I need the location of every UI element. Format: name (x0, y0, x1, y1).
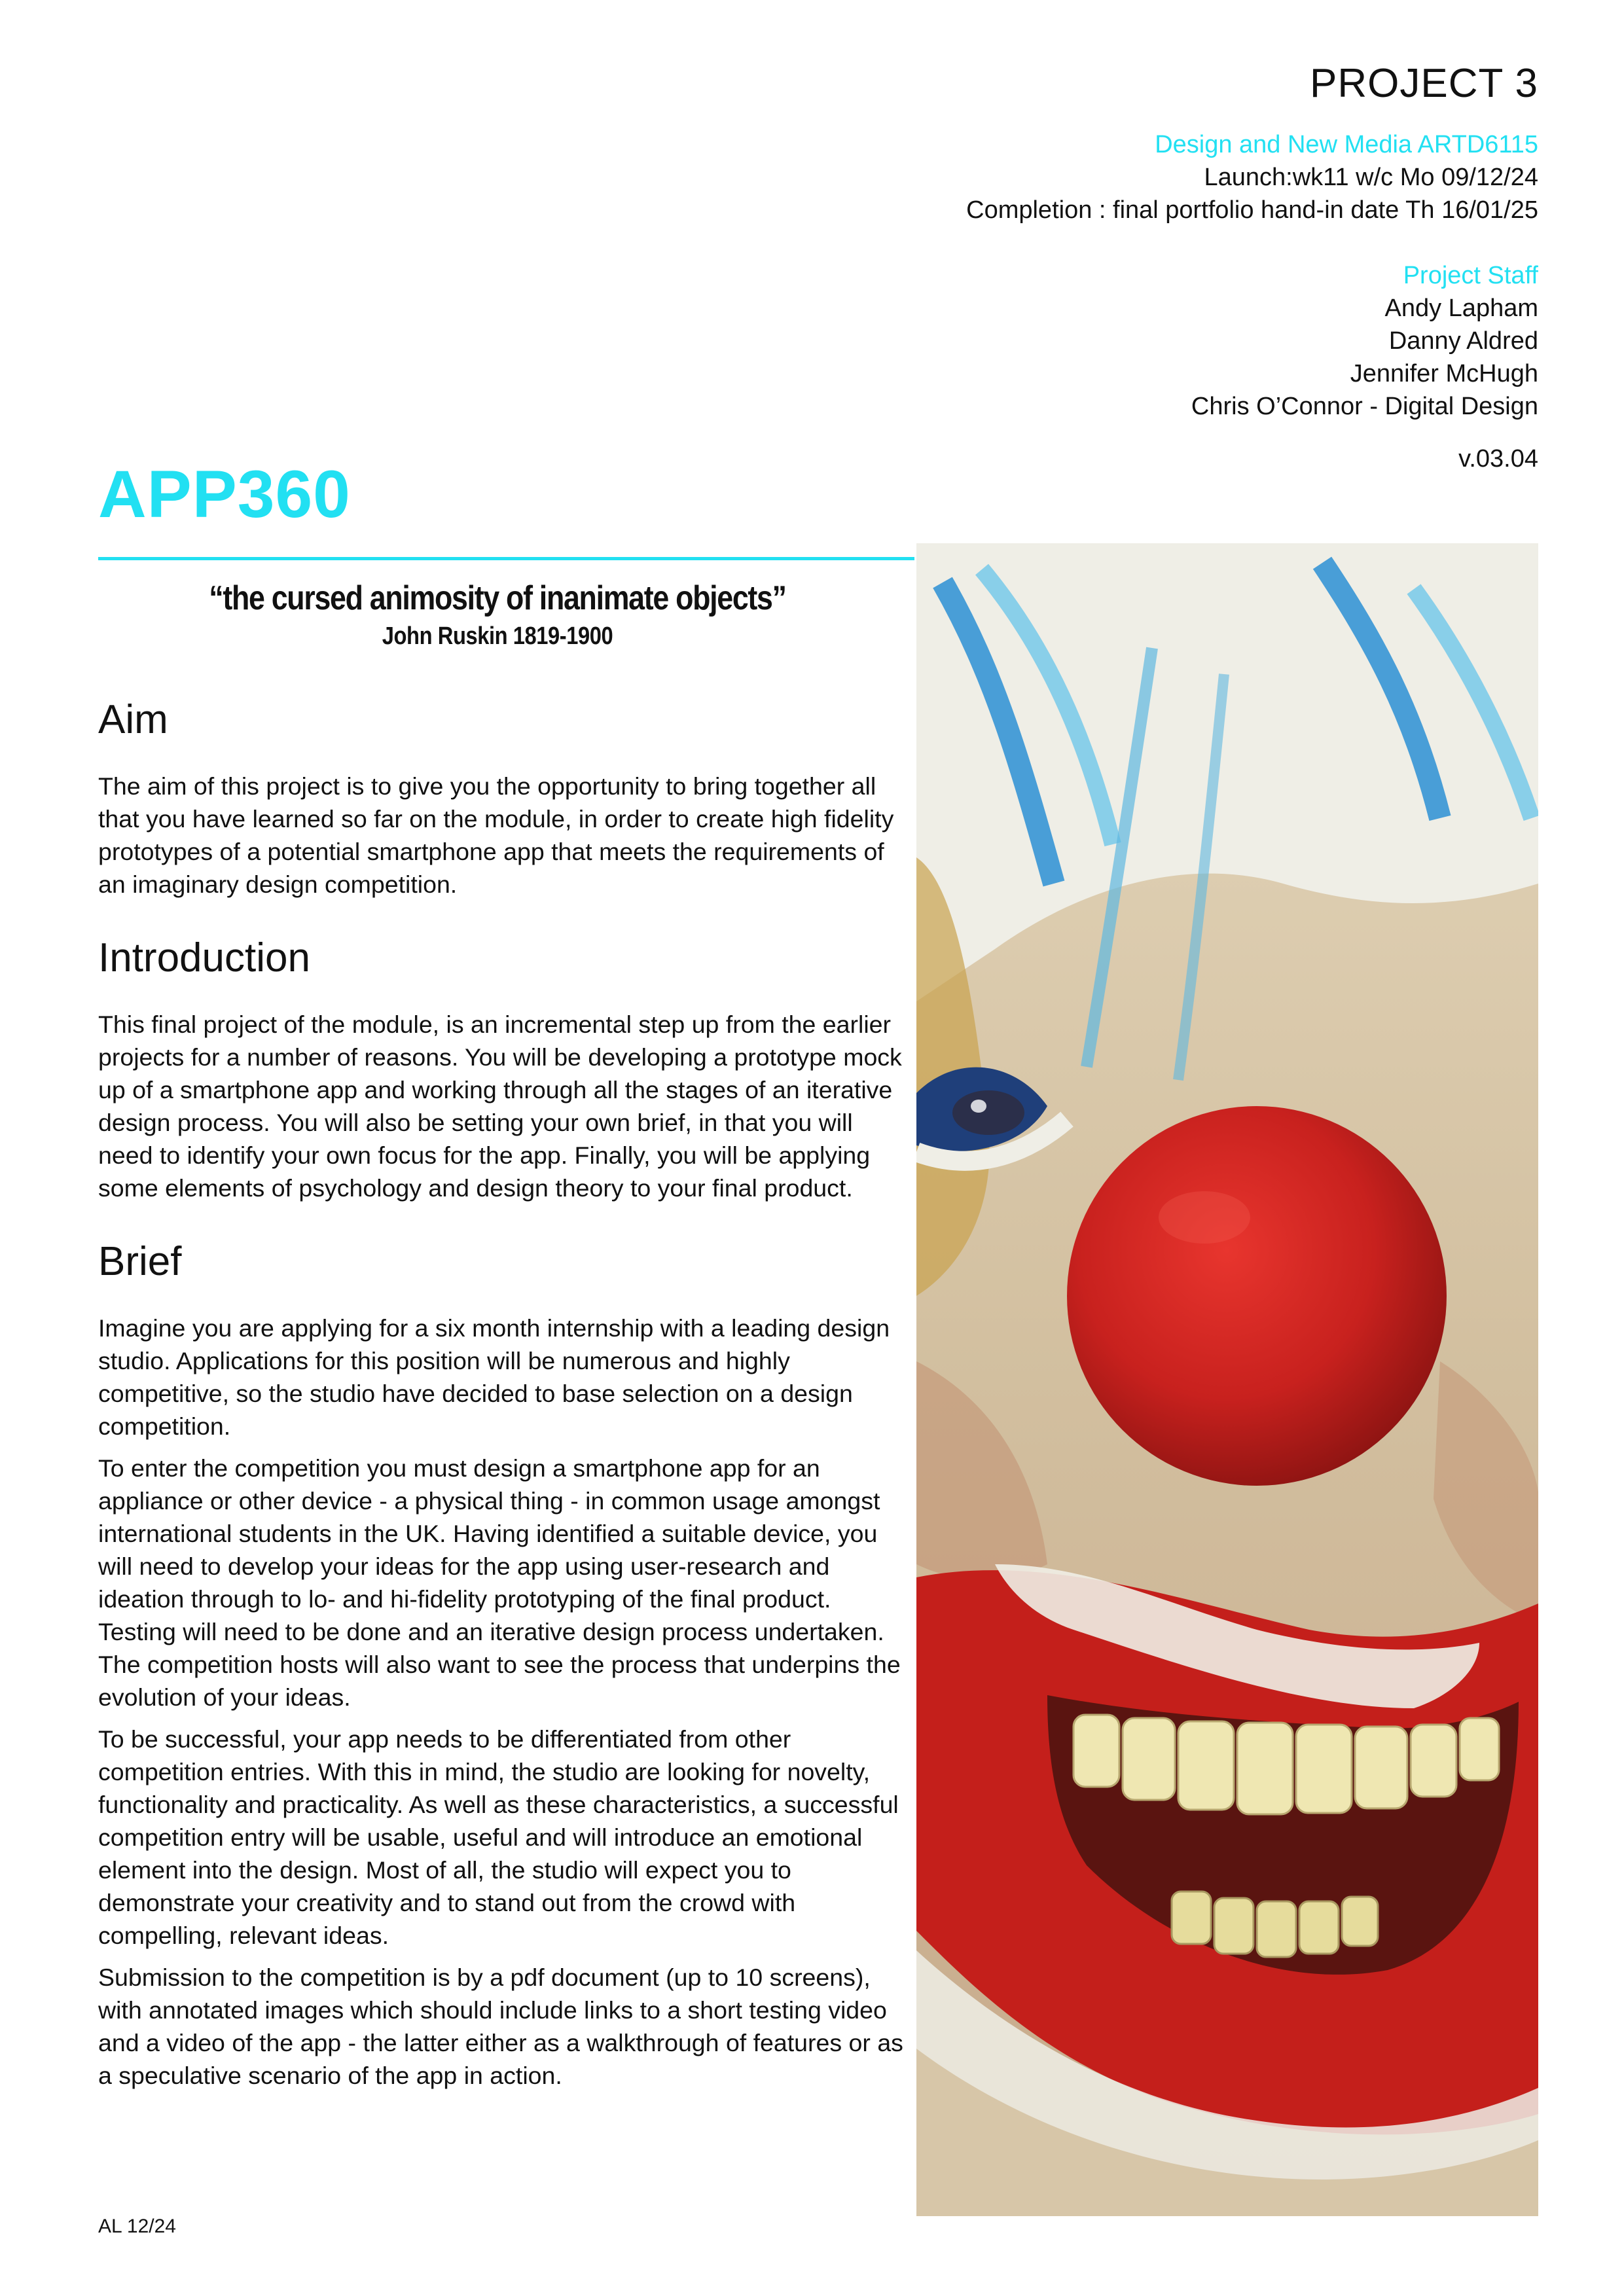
project-number: PROJECT 3 (1310, 61, 1538, 106)
module-meta (966, 128, 1538, 226)
aim-section (98, 695, 903, 901)
staff-member: Andy Lapham (1384, 295, 1538, 322)
brief-paragraph: To enter the competition you must design a smartphone app for an appliance or other device - a physical thing - in common usage amongst international students in the UK. Having identified a suitable device, you will need to develop your ideas for the app using user-research and ideation through to lo- and hi-fidelity prototyping of the final product. Testing will need to be done and an iterative design process undertaken. The competition hosts will also want to see the process that underpins the evolution of your ideas. (98, 1454, 901, 1711)
brief-paragraph: Imagine you are applying for a six month internship with a leading design studio. Applications for this position will be numerous and highly competitive, so the studio have decided to base selection on a design competition. (98, 1314, 890, 1440)
quote-text: “the cursed animosity of inanimate objects” (209, 579, 786, 617)
brief-paragraph: Submission to the competition is by a pdf document (up to 10 screens), with annotated images which should include links to a short testing video and a video of the app - the latter either as a walkthrough of features or as a speculative scenario of the app in action. (98, 1964, 903, 2089)
header-block (966, 58, 1538, 475)
brief-heading: Brief (98, 1239, 182, 1284)
introduction-section (98, 933, 903, 1204)
page-title: APP360 (98, 457, 351, 531)
quote-author: John Ruskin 1819-1900 (382, 622, 613, 650)
staff-member: Chris O’Connor - Digital Design (1191, 393, 1538, 420)
introduction-paragraph: This final project of the module, is an incremental step up from the earlier projects for a number of reasons. You will be developing a prototype mock up of a smartphone app and working through all the stages of an iterative design process. You will also be setting your own brief, in that you will need to identify your own focus for the app. Finally, you will be applying some elements of psychology and design theory to your final product. (98, 1011, 902, 1202)
completion-date: Completion : final portfolio hand-in date Th 16/01/25 (966, 196, 1538, 224)
footer-note: AL 12/24 (98, 2215, 176, 2237)
introduction-heading: Introduction (98, 935, 310, 980)
module-name: Design and New Media ARTD6115 (1155, 131, 1538, 158)
brief-paragraph: To be successful, your app needs to be differentiated from other competition entries. With this in mind, the studio are looking for novelty, functionality and practicality. As well as these characteristics, a successful competition entry will be usable, useful and will introduce an emotional element into the design. Most of all, the studio will expect you to demonstrate your creativity and to stand out from the crowd with compelling, relevant ideas. (98, 1725, 899, 1949)
title-divider (98, 557, 914, 560)
aim-heading: Aim (98, 697, 168, 742)
version-label: v.03.04 (1458, 445, 1538, 473)
staff-member: Danny Aldred (1388, 327, 1538, 355)
clown-photo (916, 543, 1538, 2216)
aim-paragraph: The aim of this project is to give you the opportunity to bring together all that you have learned so far on the module, in order to create high fidelity prototypes of a potential smartphone app that meets the requirements of an imaginary design competition. (98, 772, 894, 898)
staff-member: Jennifer McHugh (1350, 360, 1538, 387)
launch-date: Launch:wk11 w/c Mo 09/12/24 (1204, 164, 1538, 191)
main-content (98, 695, 903, 2125)
quote-block (98, 576, 897, 652)
project-staff (966, 259, 1538, 423)
clown-illustration (916, 543, 1538, 2216)
brief-section (98, 1237, 903, 2092)
staff-heading: Project Staff (1403, 262, 1538, 289)
